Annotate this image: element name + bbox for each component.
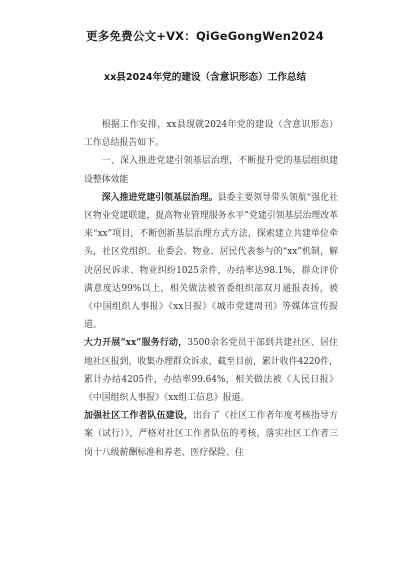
document-title: xx县2024年党的建设（含意识形态）工作总结	[103, 72, 307, 83]
watermark-header: 更多免费公文+VX：QiGeGongWen2024	[86, 29, 324, 43]
paragraph-1-lead: 深入推进党建引领基层治理。	[101, 192, 218, 203]
paragraph-3-body: 出台了《社区工作者年度考核指导方案（试行）》，严格对社区工作者队伍的考核，落实社区工作者三岗十八级薪酬标准和养老、医疗保险、住	[84, 411, 339, 458]
intro-paragraph: 根据工作安排，xx县现就2024年党的建设（含意识形态）工作总结报告如下。	[84, 120, 338, 149]
paragraph-2	[84, 334, 338, 407]
document-body	[84, 116, 338, 462]
paragraph-3	[84, 407, 338, 462]
paragraph-3-lead: 加强社区工作者队伍建设，	[84, 411, 193, 422]
section-heading: 一、深入推进党建引领基层治理，不断提升党的基层组织建设整体效能	[84, 156, 338, 185]
paragraph-1-body: 县委主要领导带头领航“强化社区物业党建联建，提高物业管理服务水平”党建引领基层治理改革来“xx”项目，不断创新基层治理方式方法，探索建立共建单位牵头，社区党组织、业委会、物业、居民代表参与的“xx”机制，解决居民诉求、物业纠纷1025余件，办结率达98.1%，群众评价满意度达99%以上，相关做法被省委组织部双月通报表扬，被《中国组织人事报》《xx日报》《城市党建周刊》等媒体宣传报道。	[84, 192, 338, 331]
paragraph-2-lead: 大力开展“xx”服务行动，	[84, 338, 188, 349]
paragraph-2-body: 3500余名党员干部到共建社区、居住地社区报到，收集办理群众诉求，截至目前，累计收件4220件，累计办结4205件，办结率99.64%，相关做法被《人民日报》《中国组织人事报》《xx组工信息》报道。	[84, 338, 338, 404]
paragraph-1	[84, 189, 338, 335]
